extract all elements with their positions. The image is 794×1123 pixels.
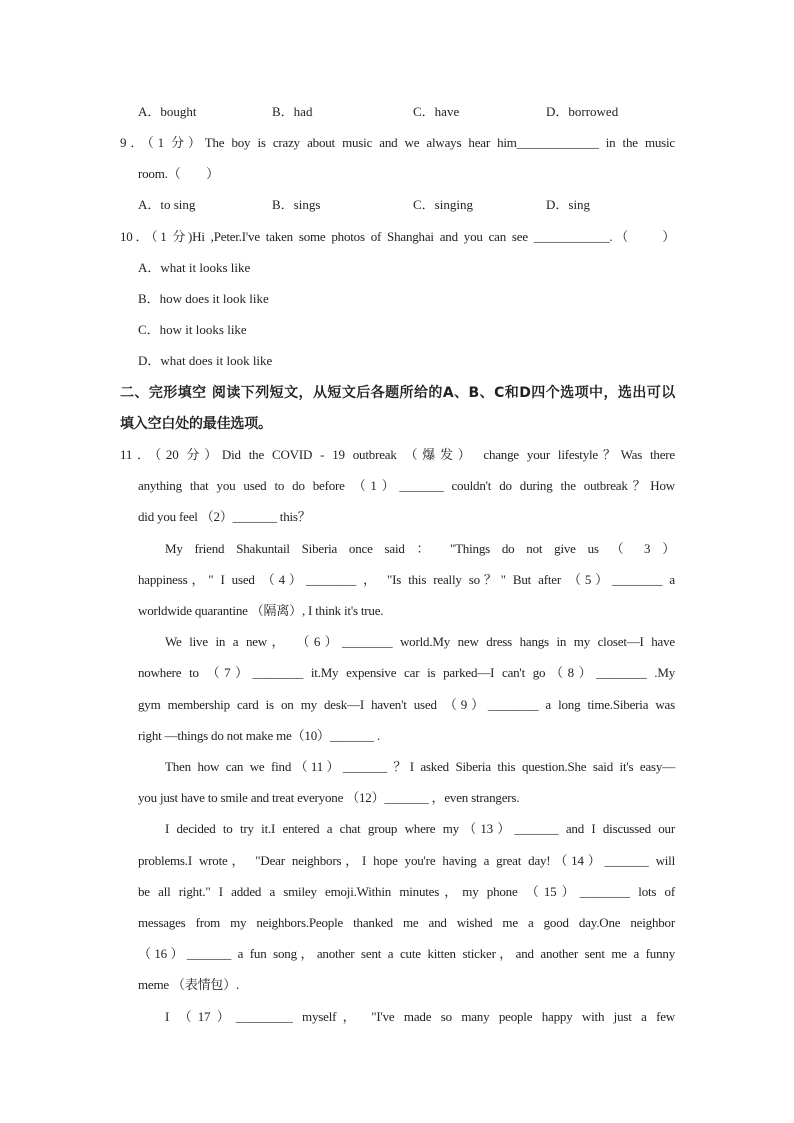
q11-paragraph3-line: gym membership card is on my desk—I haven't used （9）________ a long time.Siberia was bbox=[138, 697, 675, 712]
q11-paragraph3-line: nowhere to （7）________ it.My expensive car is parked—I can't go（8）________ .My bbox=[138, 665, 675, 680]
q11-paragraph1-line: did you feel （2）_______ this？ bbox=[138, 509, 311, 524]
q9-option-d: D．sing bbox=[546, 197, 591, 212]
q11-paragraph6-line: I （17）_________ myself， "I've made so many people happy with just a few bbox=[165, 1009, 675, 1024]
q11-paragraph5-line: problems.I wrote， "Dear neighbors，I hope you're having a great day!（14）_______ will bbox=[138, 853, 675, 868]
q10-option-a: A．what it looks like bbox=[138, 260, 251, 275]
q10-option-b: B．how does it look like bbox=[138, 291, 269, 306]
q11-paragraph2-line: worldwide quarantine （隔离）, I think it's true. bbox=[138, 603, 384, 618]
q9-question-cont: room.（ ） bbox=[138, 166, 219, 181]
section-heading-cloze: 二、完形填空 阅读下列短文，从短文后各题所给的A、B、C和D四个选项中，选出可以 bbox=[120, 385, 675, 401]
q11-paragraph4-line: Then how can we find（11）_______ ？I asked Siberia this question.She said it's easy— bbox=[165, 759, 675, 774]
q9-option-a: A．to sing bbox=[138, 197, 196, 212]
q11-paragraph5-line: I decided to try it.I entered a chat group where my（13）_______ and I discussed our bbox=[165, 821, 675, 836]
q10-option-c: C．how it looks like bbox=[138, 322, 247, 337]
q11-paragraph2-line: happiness，" I used （4）________ ， "Is this really so？" But after （5）________ a bbox=[138, 572, 675, 587]
q11-paragraph5-line: meme （表情包）. bbox=[138, 977, 240, 992]
q8-option-d: D．borrowed bbox=[546, 104, 619, 119]
q10-question: 10．（1 分)Hi ,Peter.I've taken some photos of Shanghai and you can see ____________.（ ） bbox=[120, 229, 675, 244]
q11-paragraph5-line: be all right." I added a smiley emoji.Within minutes，my phone （15）________ lots of bbox=[138, 884, 675, 899]
q11-paragraph5-line: messages from my neighbors.People thanked me and wished me a good day.One neighbor bbox=[138, 915, 675, 930]
q8-option-a: A．bought bbox=[138, 104, 197, 119]
q8-option-b: B．had bbox=[272, 104, 313, 119]
q10-option-d: D．what does it look like bbox=[138, 353, 273, 368]
q8-option-c: C．have bbox=[413, 104, 460, 119]
q9-option-b: B．sings bbox=[272, 197, 321, 212]
q9-option-c: C．singing bbox=[413, 197, 473, 212]
q11-paragraph1-line: anything that you used to do before （1）_______ couldn't do during the outbreak？How bbox=[138, 478, 675, 493]
section-heading-cloze-cont: 填入空白处的最佳选项。 bbox=[120, 416, 272, 432]
q11-paragraph5-line: （16）_______ a fun song，another sent a cute kitten sticker，and another sent me a funny bbox=[138, 946, 675, 961]
q11-paragraph3-line: right —things do not make me（10）_______ . bbox=[138, 728, 381, 743]
q11-paragraph4-line: you just have to smile and treat everyone （12）_______ ，even strangers. bbox=[138, 790, 520, 805]
q9-question: 9．（1 分）The boy is crazy about music and we always hear him_____________ in the music bbox=[120, 135, 675, 150]
q11-paragraph3-line: We live in a new， （6）________ world.My new dress hangs in my closet—I have bbox=[165, 634, 675, 649]
q11-paragraph1-line: 11．（20 分）Did the COVID ‐ 19 outbreak （爆发） change your lifestyle？Was there bbox=[120, 447, 675, 462]
q11-paragraph2-line: My friend Shakuntail Siberia once said ： "Things do not give us （ 3 ） bbox=[165, 541, 675, 556]
